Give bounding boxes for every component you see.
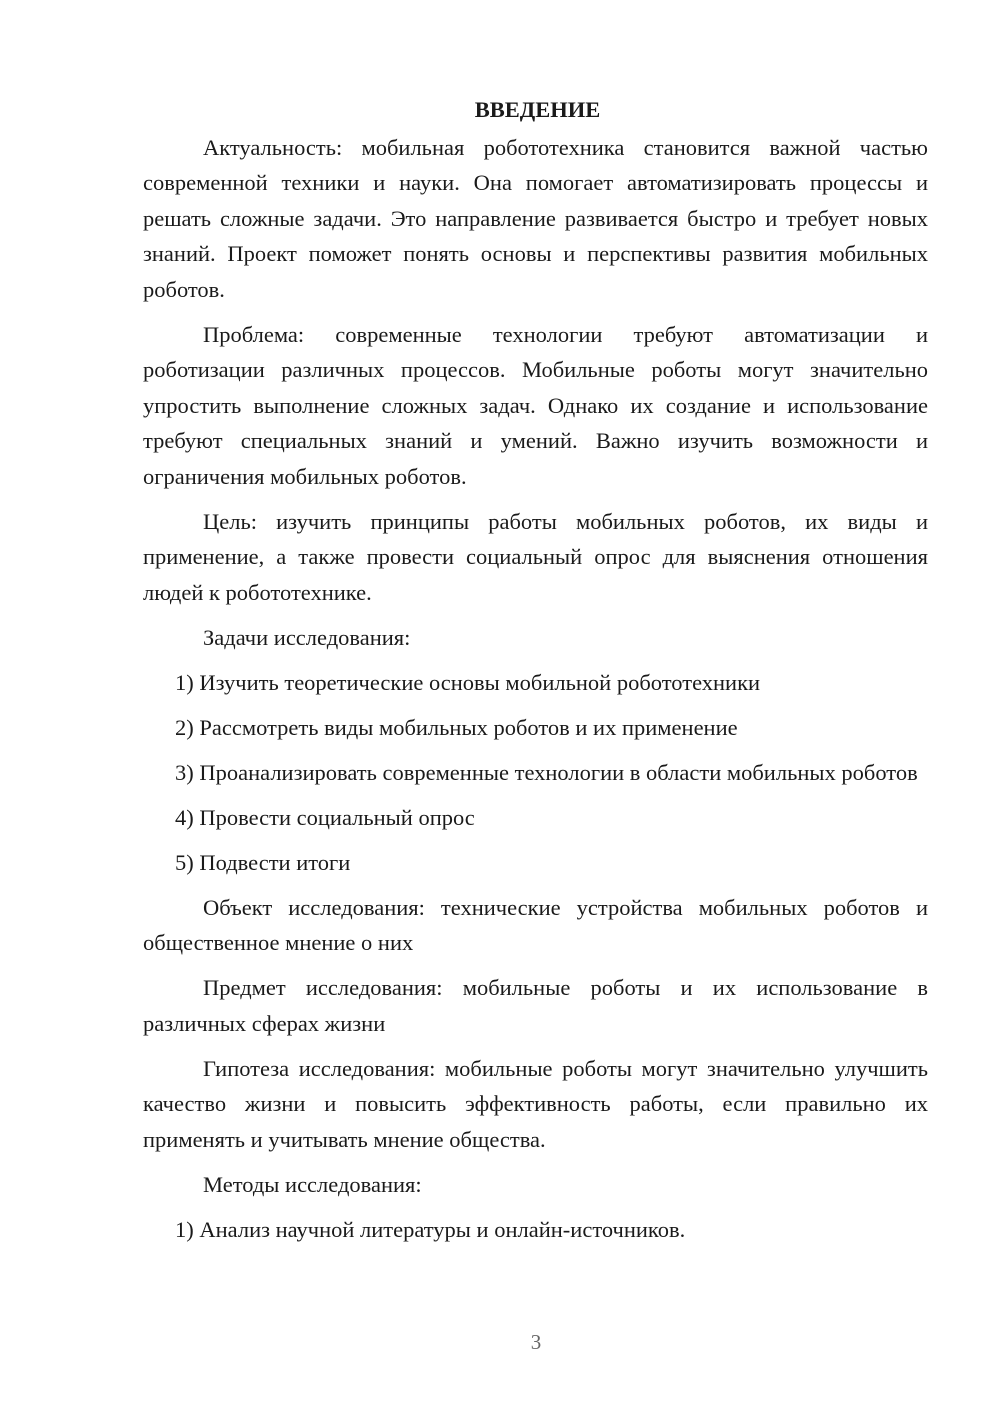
page-content [143,92,928,1257]
paragraph-problem: Проблема: современные технологии требуют автоматизации и роботизации различных процессов. Мобильные роботы могут значительно упростить выполнение сложных задач. Однако их создание и использование требуют специальных знаний и умений. Важно изучить возможности и ограничения мобильных роботов. [143,321,928,489]
task-item-1: 1) Изучить теоретические основы мобильной робототехники [175,669,761,695]
task-item-5: 5) Подвести итоги [175,849,351,875]
task-item-4: 4) Провести социальный опрос [175,804,475,830]
task-item-2: 2) Рассмотреть виды мобильных роботов и их применение [175,714,738,740]
paragraph-methods-label: Методы исследования: [203,1171,422,1197]
paragraph-subject: Предмет исследования: мобильные роботы и их использование в различных сферах жизни [143,975,928,1036]
paragraph-goal: Цель: изучить принципы работы мобильных роботов, их виды и применение, а также провести социальный опрос для выяснения отношения людей к робототехнике. [143,508,928,605]
section-heading: ВВЕДЕНИЕ [474,97,601,122]
paragraph-relevance: Актуальность: мобильная робототехника становится важной частью современной техники и науки. Она помогает автоматизировать процессы и решать сложные задачи. Это направление развивается быстро и требует новых знаний. Проект поможет понять основы и перспективы развития мобильных роботов. [143,134,928,302]
paragraph-object: Объект исследования: технические устройства мобильных роботов и общественное мнение о них [143,894,928,955]
page-number: 3 [530,1330,542,1354]
paragraph-tasks-label: Задачи исследования: [203,624,411,650]
task-item-3: 3) Проанализировать современные технологии в области мобильных роботов [175,759,918,785]
method-item-1: 1) Анализ научной литературы и онлайн-источников. [175,1216,686,1242]
paragraph-hypothesis: Гипотеза исследования: мобильные роботы могут значительно улучшить качество жизни и повысить эффективность работы, если правильно их применять и учитывать мнение общества. [143,1055,928,1152]
